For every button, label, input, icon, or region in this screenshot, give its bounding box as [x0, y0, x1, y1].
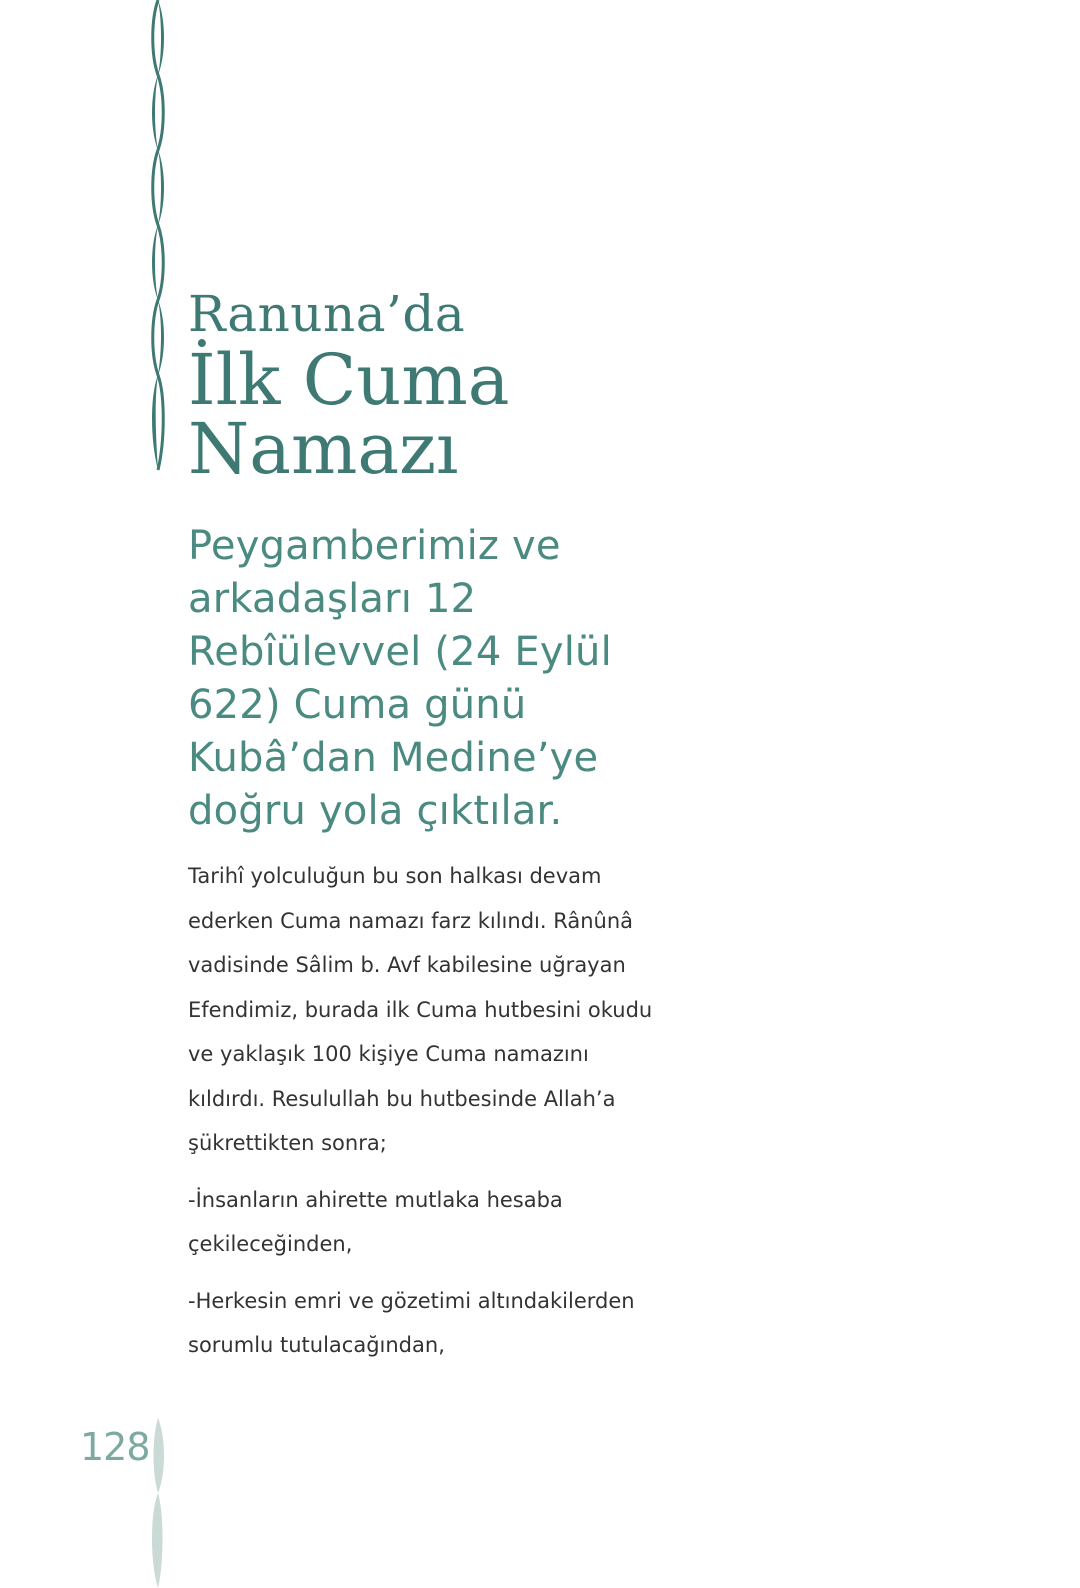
body-paragraph-2: -İnsanların ahirette mutlaka hesaba çekileceğinden,	[188, 1187, 563, 1256]
body-paragraph-1: Tarihî yolculuğun bu son halkası devam ederken Cuma namazı farz kılındı. Rânûnâ vadisinde Sâlim b. Avf kabilesine uğrayan Efendimiz, burada ilk Cuma hutbesini okudu ve yaklaşık 100 kişiye Cuma namazını kıldırdı. Resulullah bu hutbesinde Allah’a şükrettikten sonra;	[188, 864, 653, 1155]
decorative-vine-ornament-bottom	[142, 1418, 174, 1588]
chapter-title	[188, 282, 510, 490]
lead-paragraph: Peygamberimiz ve arkadaşları 12 Rebîülevvel (24 Eylül 622) Cuma günü Kubâ’dan Medine’ye doğru yola çıktılar.	[188, 523, 612, 834]
body-text	[188, 854, 658, 1380]
title-line-2: İlk Cuma	[188, 339, 510, 421]
decorative-vine-ornament	[142, 0, 174, 475]
title-line-3: Namazı	[188, 408, 459, 490]
page-number: 128	[80, 1425, 150, 1469]
title-line-1: Ranuna’da	[188, 285, 466, 343]
body-paragraph-3: -Herkesin emri ve gözetimi altındakilerden sorumlu tutulacağından,	[188, 1288, 635, 1357]
